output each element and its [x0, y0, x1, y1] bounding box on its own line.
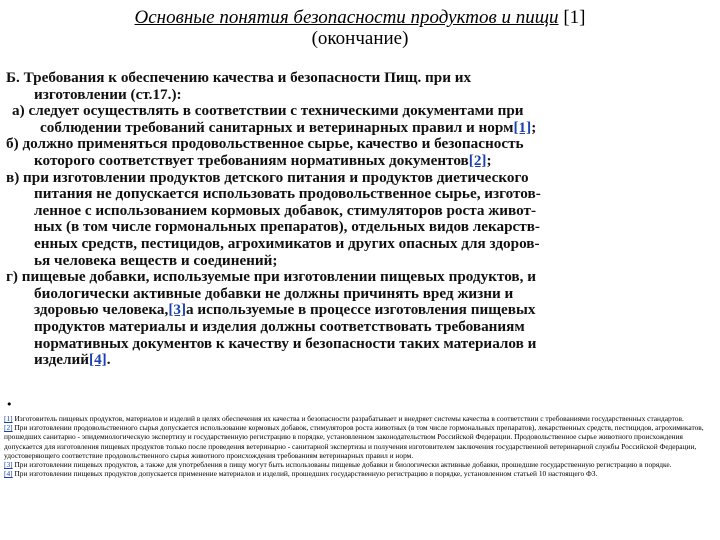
item-g-line1: г) пищевые добавки, используемые при изготовлении пищевых продуктов, и	[6, 268, 536, 286]
item-v-cont3: ных (в том числе гормональных препаратов), отдельных видов лекарств-	[34, 218, 540, 236]
item-a-tail: ;	[531, 118, 537, 136]
item-v-cont5: ья человека веществ и соединений;	[34, 251, 278, 269]
footnote-link-1[interactable]: [1]	[513, 118, 532, 136]
footnote-4	[4, 469, 716, 478]
item-g-cont2a: здоровью человека,	[34, 301, 169, 319]
footnote-num-1[interactable]: [1]	[4, 414, 13, 423]
item-g-cont4: нормативных документов к качеству и безопасности таких материалов и	[34, 334, 537, 352]
section-b-head: Б. Требования к обеспечению качества и безопасности Пищ. при их	[6, 69, 472, 86]
item-b	[6, 136, 712, 169]
item-v	[6, 170, 712, 270]
footnote-text-2: При изготовлении продовольственного сырья допускается использование кормовых добавок, стимуляторов роста животных (в том числе гормональных препаратов), лекарственных средств, пестицидов, агрохимикатов, прошедших санитарно - эпидемиологическую экспертизу и государственную регистрацию в порядке, установленном законодательством Российской Федерации. Продовольственное сырье животного происхождения допускается для изготовления пищевых продуктов только после проведения ветеринарно - санитарной экспертизы и получения изготовителем заключения государственной ветеринарной службы Российской Федерации, удостоверяющего соответствие продовольственного сырья животного происхождения требованиям ветеринарных правил и норм.	[4, 423, 704, 460]
item-a-cont	[12, 120, 712, 137]
page-title	[0, 7, 720, 28]
item-g-cont5a: изделий	[34, 351, 90, 369]
item-v-cont1: питания не допускается использовать продовольственное сырье, изготов-	[34, 185, 541, 203]
section-b	[6, 70, 712, 103]
footnotes	[4, 414, 716, 478]
item-b-line1: б) должно применяться продовольственное сырье, качество и безопасность	[6, 135, 524, 153]
footnote-1	[4, 414, 716, 423]
item-b-cont	[6, 153, 712, 170]
item-g-cont1: биологически активные добавки не должны причинять вред жизни и	[34, 284, 514, 302]
item-a	[6, 103, 712, 136]
footnote-2	[4, 423, 716, 460]
footnote-text-1: Изготовитель пищевых продуктов, материалов и изделий в целях обеспечения их качества и безопасности разрабатывает и внедряет системы качества в соответствии с требованиями государственных стандартов.	[12, 414, 684, 423]
item-g-cont5b: .	[106, 351, 111, 369]
footnote-link-3[interactable]: [3]	[168, 301, 187, 319]
title-ref: [1]	[563, 7, 586, 28]
footnote-num-2[interactable]: [2]	[4, 423, 13, 433]
section-b-cont: изготовлении (ст.17.):	[34, 85, 182, 103]
footnote-3	[4, 460, 716, 469]
item-v-cont2: ленное с использованием кормовых добавок, стимуляторов роста живот-	[34, 201, 537, 219]
footnote-text-4: При изготовлении пищевых продуктов допускается применение материалов и изделий, прошедших государственную регистрацию в порядке, установленном статьей 10 настоящего ФЗ.	[12, 469, 598, 479]
item-v-cont4: енных средств, пестицидов, агрохимикатов и других опасных для здоров-	[34, 234, 540, 252]
item-a-text: соблюдении требований санитарных и ветеринарных правил и норм	[40, 118, 514, 136]
item-a-line1: а) следует осуществлять в соответствии с техническими документами при	[12, 102, 524, 120]
item-g-cont5	[6, 352, 712, 369]
footnote-link-4[interactable]: [4]	[89, 351, 107, 369]
item-g-cont3: продуктов материалы и изделия должны соответствовать требованиям	[34, 317, 525, 335]
item-b-text: которого соответствует требованиям нормативных документов	[34, 151, 469, 169]
empty-bullet: •	[6, 398, 13, 411]
title-main: Основные понятия безопасности продуктов и пищи	[134, 7, 559, 28]
footnote-link-2[interactable]: [2]	[468, 151, 487, 169]
item-g-cont2	[6, 302, 712, 319]
item-b-tail: ;	[486, 151, 492, 169]
item-v-line1: в) при изготовлении продуктов детского питания и продуктов диетического	[6, 168, 529, 186]
title-block	[0, 7, 720, 49]
item-g-cont2b: а используемые в процессе изготовления пищевых	[186, 301, 536, 319]
item-g	[6, 269, 712, 369]
body-text	[6, 70, 712, 369]
page-subtitle: (окончание)	[311, 28, 409, 49]
footnote-num-4[interactable]: [4]	[4, 469, 13, 479]
footnote-text-3: При изготовлении пищевых продуктов, а также для употребления в пищу могут быть использованы пищевые добавки и биологически активные добавки, прошедшие государственную регистрацию в порядке.	[12, 460, 672, 470]
footnote-num-3[interactable]: [3]	[4, 460, 13, 470]
